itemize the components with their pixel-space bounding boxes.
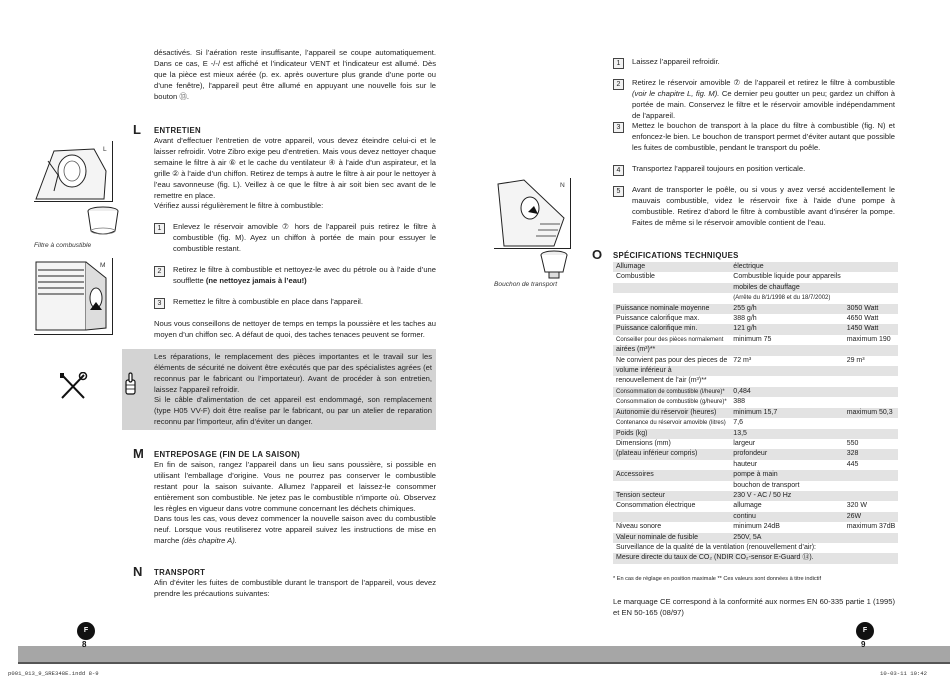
spec-value: 0,484 [730,387,843,397]
spec-value-2 [844,272,899,282]
spec-label: Contenance du réservoir amovible (litres) [616,420,726,427]
spec-label: Valeur nominale de fusible [613,533,730,543]
spec-value-2 [844,533,899,543]
filter-washing-drawing [34,141,112,201]
transport-step-1 [613,57,895,69]
footer-date: 10-03-11 10:42 [880,670,927,677]
intro-paragraph: désactivés. Si l’aération reste insuffisante, l’appareil se coupe automatiquement. Dans ce cas, E -/-/ est affiché et l’indicateur VENT et l’indicateur est allumé. Dès que la pièce est mieux aérée (p. ex. après ouverture plus grande d’une porte ou d’une fenêtre), l’appareil peut être allumé en appuyant une nouvelle fois sur le bouton ⑬. [154,48,436,101]
step-text [632,78,895,122]
spec-value-2: 328 [844,449,899,459]
spec-label: Consommation électrique [616,502,696,510]
spec-value: 255 g/h [730,304,843,314]
spec-value: 121 g/h [730,324,843,334]
figure-l-illustration [34,141,113,202]
entretien-check: Vérifiez aussi régulièrement le filtre à combustible: [154,201,324,210]
spec-row [613,272,898,282]
spec-value: mobiles de chauffage [730,283,843,293]
spec-value [730,345,843,355]
spec-row [613,314,898,324]
caption-bouchon-transport: Bouchon de transport [494,281,558,288]
transport-step-5 [613,185,895,229]
step-text: Enlevez le réservoir amovible ⑦ hors de l’appareil puis retirez le filtre à combustible (fig. M). Ayez un chiffon à portée de main pour essuyer le combustible restant. [173,222,436,253]
spec-value: 388 [733,398,745,406]
entreposage-ref: (dès chapitre A). [181,535,237,545]
spec-label [613,512,730,522]
spec-row [613,491,898,501]
spec-value-2 [844,491,899,501]
spec-value: minimum 75 [733,335,772,343]
step-number: 3 [613,122,624,133]
spec-value-2 [844,293,899,303]
spec-row [613,553,898,563]
spec-value: 7,6 [733,419,744,427]
spec-value: hauteur [733,460,758,468]
spec-label [613,293,730,303]
step-text-bold: (ne nettoyez jamais à l’eau!) [205,275,307,285]
entreposage-paragraph-1: En fin de saison, rangez l’appareil dans un lieu sans poussière, si possible en utilisant l’emballage d’origine. Vous ne pourrez pas conserver le combustible restant pour la saison suivante. Allumez l’appareil et laissez-le consommer entièrement son combustible. Ne jetez pas le combustible n’importe où. Observez les règles en vigueur dans votre commune concernant les déchets chimiques. [154,460,436,513]
spec-footnote: * En cas de réglage en position maximale ** Ces valeurs sont données à titre indictif [613,576,822,582]
spec-label: Tension secteur [613,491,730,501]
spec-value: bouchon de transport [733,481,800,489]
spec-value-2 [844,376,899,386]
spec-row [613,470,898,480]
page-number-left: 8 [82,640,87,649]
section-title-transport: TRANSPORT [154,568,206,577]
spec-row [613,335,898,345]
step-number: 4 [613,165,624,176]
language-badge-left: F [77,622,95,640]
spec-label: Dimensions (mm) [616,439,671,447]
step-number: 1 [154,223,165,234]
heater-reservoir-drawing [34,258,112,334]
page-number-right: 9 [861,640,866,649]
spec-value-2: 26W [844,512,899,522]
warning-paragraph-1: Les réparations, le remplacement des pièces importantes et le travail sur les éléments de sécurité ne doivent être exécutés que par des spécialistes agrées (et reconnus par le fabricant ou l’importateur). Avant de procéder à son entretien, laissez l’appareil refroidir. [154,352,432,394]
spec-label: airées (m³)** [613,345,730,355]
section-letter-m: M [133,446,144,461]
entretien-step-2 [154,265,436,287]
spec-row [613,512,898,522]
spec-label: Puissance calorifique max. [616,315,700,323]
spec-row [613,429,898,439]
entretien-step-3 [154,297,436,309]
step-text: Mettez le bouchon de transport à la place du filtre à combustible (fig. N) et enfoncez-le bien. Le bouchon de transport permet d’éviter autant que possible les fuites de combustible, pendant le transport du poêle. [632,121,895,152]
spec-value: minimum 24dB [733,523,780,531]
step-text: Laissez l’appareil refroidir. [632,57,720,66]
spec-label: volume inférieur à [613,366,730,376]
spec-label: renouvellement de l’air (m³)** [616,377,707,385]
spec-row [613,356,898,366]
spec-row [613,376,898,386]
spec-row [613,397,898,407]
spec-label: Consommation de combustible (g/heure)* [616,399,727,406]
spec-row [613,387,898,397]
spec-value: Combustible liquide pour appareils [733,273,841,281]
spec-label: Consommation de combustible (l/heure)* [613,387,730,397]
step-number: 5 [613,186,624,197]
step-number: 1 [613,58,624,69]
footer-line [18,662,950,664]
spec-label: Puissance nominale moyenne [613,304,730,314]
step-number: 3 [154,298,165,309]
spec-row [613,543,898,553]
spec-value-2 [844,481,899,491]
footer-bar [18,646,950,662]
fuel-filter-icon [85,205,121,237]
step-text-main: Retirez le réservoir amovible ⑦ de l’appareil et retirez le filtre à combustible [632,78,895,87]
spec-row [613,533,898,543]
spec-value: 388 g/h [733,315,757,323]
section-letter-n: N [133,564,143,579]
spec-label: Accessoires [613,470,730,480]
spec-label: Niveau sonore [616,523,662,531]
specifications-table [613,262,898,564]
spec-row [613,366,898,376]
spec-label: Autonomie du réservoir (heures) [613,408,730,418]
hand-warning-icon [123,372,139,398]
transport-step-4 [613,164,895,176]
spec-label: Ne convient pas pour des pieces de [616,356,728,364]
spec-row [613,418,898,428]
spec-value: profondeur [730,449,843,459]
spec-value: continu [730,512,843,522]
spec-label [613,460,730,470]
spec-value-2: 550 [846,439,859,447]
spec-value-2 [844,470,899,480]
spec-label: Surveillance de la qualité de la ventilation (renouvellement d’air): [616,543,817,551]
spec-value-2 [844,345,899,355]
step-text: Avant de transporter le poêle, ou si vous y avez versé accidentellement le mauvais combustible, videz le réservoir fixe à l’aide d’une pompe à combustible. Retirez d’abord le filtre à combustible avant d’insérer la pompe. Faites de même si le réservoir amovible contient de l’eau. [632,185,895,227]
spec-value: minimum 15,7 [730,408,843,418]
spec-value-2: 320 W [846,502,867,510]
language-badge-right: F [856,622,874,640]
step-text: Transportez l’appareil toujours en position verticale. [632,164,806,173]
spec-value-2 [844,418,899,428]
spec-row [613,283,898,293]
figure-m-label: M [100,262,106,269]
transport-step-3 [613,121,895,154]
spec-label: Combustible [616,273,655,281]
step-text [173,265,436,287]
section-title-specifications: SPÉCIFICATIONS TECHNIQUES [613,251,739,260]
figure-l-label: L [103,146,107,153]
spec-value: pompe à main [730,470,843,480]
spec-label: Poids (kg) [613,429,730,439]
entreposage-text: Dans tous les cas, vous devez commencer la nouvelle saison avec du combustible neuf. Lorsque vous reutiliserez votre appareil suivez les instructions de mise en marche [154,514,436,545]
spec-label: Allumage [613,262,730,272]
spec-row [613,481,898,491]
spec-label [613,481,730,491]
spec-value-2 [844,429,899,439]
spec-value-2: 4650 Watt [846,315,879,323]
spec-row [613,304,898,314]
spec-row [613,460,898,470]
spec-value: électrique [730,262,843,272]
heater-transport-drawing [494,178,570,248]
spec-value-2: 29 m³ [846,356,865,364]
spec-value-2: maximum 37dB [846,523,896,531]
step-number: 2 [613,79,624,90]
spec-label: (plateau inférieur compris) [613,449,730,459]
spec-value: 72 m³ [733,356,752,364]
spec-label: Conseiller pour des pièces normalement [616,336,724,343]
warning-paragraph-2: Si le câble d’alimentation de cet appareil est endommagé, son remplacement (type H05 VV-F) doit être realise par le fabricant, ou par un atelier de reparation reconnu par l’importeur, afin d’éviter un danger. [154,395,432,426]
section-title-entreposage: ENTREPOSAGE (FIN DE LA SAISON) [154,450,301,459]
spec-row [613,262,898,272]
spec-value-2 [844,366,899,376]
spec-row [613,449,898,459]
spec-row [613,408,898,418]
spec-row [613,501,898,511]
step-text-main: Retirez le filtre à combustible et nettoyez-le avec du pétrole ou à l’aide d’une soufflette [173,265,436,285]
spec-row [613,522,898,532]
spec-row [613,439,898,449]
step-text-rest: Ce dernier peu goutter un peu; gardez un chiffon à portée de main. Conservez le filtre et le réservoir amovible indépendamment de l’appareil. [632,88,895,120]
spec-row [613,293,898,303]
transport-body: Afin d’éviter les fuites de combustible durant le transport de l’appareil, vous devez prendre les précautions suivantes: [154,578,436,598]
spec-value: 13,5 [730,429,843,439]
spec-value-2: maximum 50,3 [844,408,899,418]
spec-value-2 [844,283,899,293]
section-letter-l: L [133,122,141,137]
spec-row [613,345,898,355]
spec-label: Mesure directe du taux de CO₂ (NDIR CO₂-sensor E-Guard ⑭). [613,553,898,563]
figure-m-illustration [34,258,113,335]
spec-value [730,376,843,386]
spec-row [613,324,898,334]
spec-value-2 [844,387,899,397]
spec-value-2: 1450 Watt [844,324,899,334]
caption-filtre-combustible: Filtre à combustible [34,242,92,249]
section-title-entretien: ENTRETIEN [154,126,201,135]
spec-value: allumage [733,502,762,510]
footer-file-name: p001_013_9_SRE348E.indd 8-9 [8,670,99,677]
spec-value: 250V, 5A [730,533,843,543]
spec-value-2: maximum 190 [846,335,891,343]
step-text-italic: (voir le chapitre L, fig. M). [632,88,720,98]
spec-value-2: 3050 Watt [844,304,899,314]
ce-marking: Le marquage CE correspond à la conformité aux normes EN 60-335 partie 1 (1995) et EN 50-165 (08/97) [613,597,895,617]
spec-label: Puissance calorifique min. [613,324,730,334]
spec-value-2: 445 [846,460,859,468]
section-letter-o: O [592,247,603,262]
transport-step-2 [613,78,895,122]
entreposage-paragraph-2 [154,514,436,547]
figure-n-label: N [560,182,565,189]
spec-value: (Arrête du 8/1/1998 et du 18/7/2002) [733,295,831,302]
transport-plug-icon [538,250,570,280]
tools-icon [58,372,88,400]
step-text: Remettez le filtre à combustible en place dans l’appareil. [173,297,363,306]
entretien-advice: Nous vous conseillons de nettoyer de temps en temps la poussière et les taches au moyen d’un chiffon sec. A défaut de quoi, des taches tenaces peuvent se former. [154,319,436,339]
entretien-body: Avant d’effectuer l’entretien de votre appareil, vous devez éteindre celui-ci et le laisser refroidir. Votre Zibro exige peu d’entretien. Mais vous devez nettoyer chaque semaine le filtre à air ⑥ et le cache du ventilateur ④ à l’aide d’un aspirateur, et la grille ② à l’aide d’un chiffon. Retirez de temps à autre le filtre à air pour le nettoyer à l’eau savonneuse (fig. L). Veillez à ce que le filtre à air soit bien sec avant de le remettre en place. [154,136,436,200]
spec-value [730,366,843,376]
spec-value: 230 V - AC / 50 Hz [730,491,843,501]
spec-label [613,283,730,293]
spec-value: largeur [733,439,756,447]
spec-value-2 [844,262,899,272]
step-number: 2 [154,266,165,277]
specifications-table-wrap [613,262,895,564]
spec-value-2 [844,397,899,407]
entretien-step-1 [154,222,436,255]
